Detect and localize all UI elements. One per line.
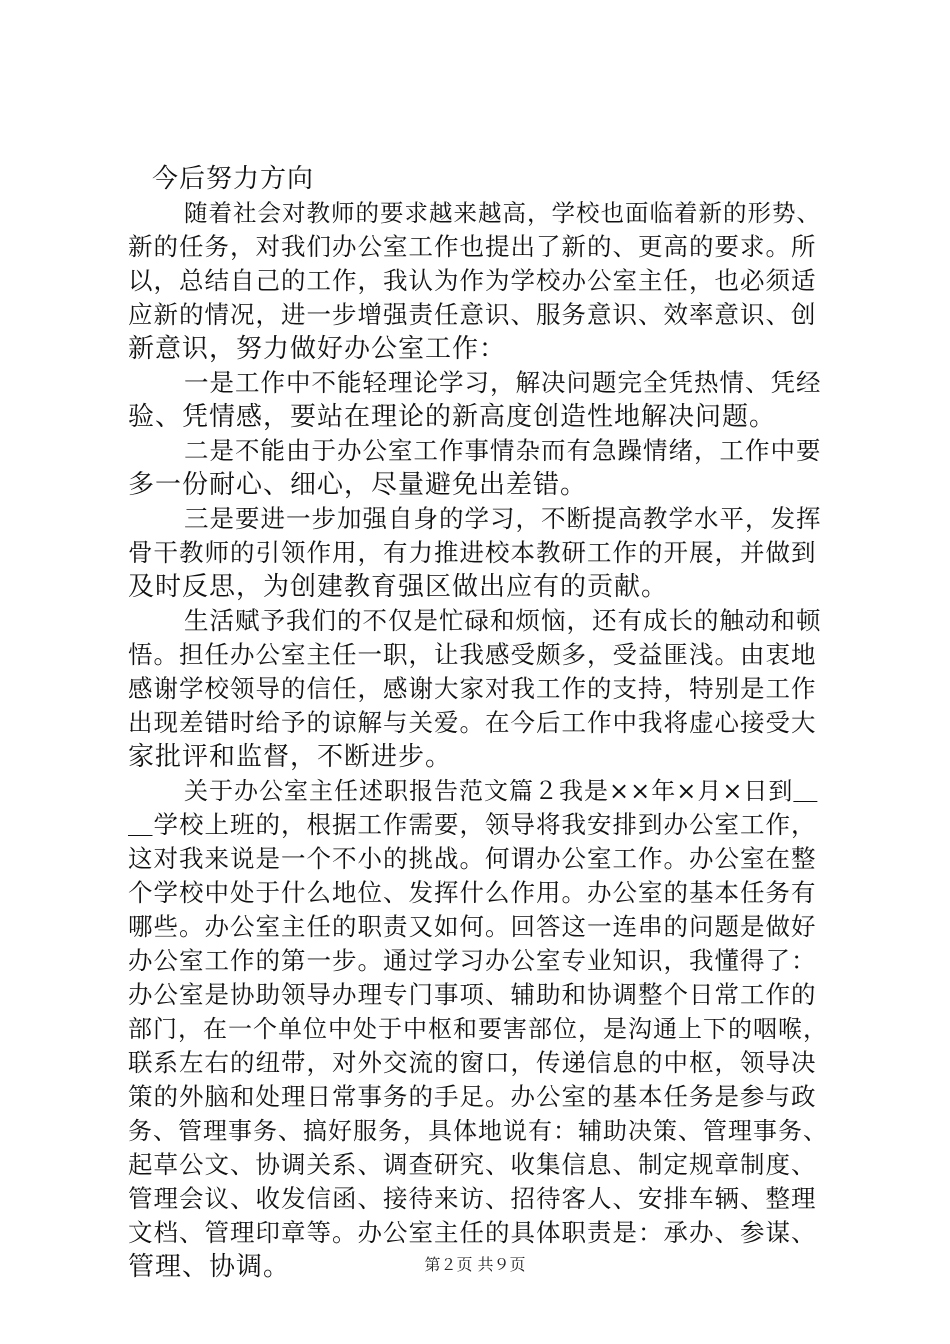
text-line: 这对我来说是一个不小的挑战。何谓办公室工作。办公室在整 xyxy=(128,844,817,873)
text-line: 骨干教师的引领作用，有力推进校本教研工作的开展，并做到 xyxy=(128,538,817,567)
text-line: 出现差错时给予的谅解与关爱。在今后工作中我将虚心接受大 xyxy=(128,708,817,737)
text-line: 验、凭情感，要站在理论的新高度创造性地解决问题。 xyxy=(128,402,777,432)
text-line: 生活赋予我们的不仅是忙碌和烦恼，还有成长的触动和顿 xyxy=(184,606,822,635)
section-heading: 今后努力方向 xyxy=(152,164,315,194)
text-line: 及时反思，为创建教育强区做出应有的贡献。 xyxy=(128,572,669,602)
text-line: 联系左右的纽带，对外交流的窗口，传递信息的中枢，领导决 xyxy=(128,1048,817,1077)
text-line: 一是工作中不能轻理论学习，解决问题完全凭热情、凭经 xyxy=(184,368,822,397)
text-line: 二是不能由于办公室工作事情杂而有急躁情绪，工作中要 xyxy=(184,436,822,465)
text-line: 悟。担任办公室主任一职，让我感受颇多，受益匪浅。由衷地 xyxy=(128,640,817,669)
text-line: 务、管理事务、搞好服务，具体地说有：辅助决策、管理事务、 xyxy=(128,1117,828,1145)
text-line: ＿学校上班的，根据工作需要，领导将我安排到办公室工作， xyxy=(128,810,817,839)
text-line: 新意识，努力做好办公室工作： xyxy=(128,334,507,364)
text-line: 管理会议、收发信函、接待来访、招待客人、安排车辆、整理 xyxy=(128,1184,817,1213)
text-line: 策的外脑和处理日常事务的手足。办公室的基本任务是参与政 xyxy=(128,1082,817,1111)
text-line: 应新的情况，进一步增强责任意识、服务意识、效率意识、创 xyxy=(128,300,817,329)
text-line: 关于办公室主任述职报告范文篇２我是××年×月×日到＿ xyxy=(184,777,819,805)
text-line: 以，总结自己的工作，我认为作为学校办公室主任，也必须适 xyxy=(128,266,817,295)
text-line: 家批评和监督，不断进步。 xyxy=(128,742,453,772)
text-line: 感谢学校领导的信任，感谢大家对我工作的支持，特别是工作 xyxy=(128,674,817,703)
text-line: 三是要进一步加强自身的学习，不断提高教学水平，发挥 xyxy=(184,504,822,533)
text-line: 新的任务，对我们办公室工作也提出了新的、更高的要求。所 xyxy=(128,232,817,261)
text-line: 个学校中处于什么地位、发挥什么作用。办公室的基本任务有 xyxy=(128,878,817,907)
text-line: 部门，在一个单位中处于中枢和要害部位，是沟通上下的咽喉， xyxy=(128,1015,828,1043)
text-line: 文档、管理印章等。办公室主任的具体职责是：承办、参谋、 xyxy=(128,1218,817,1247)
text-line: 随着社会对教师的要求越来越高，学校也面临着新的形势、 xyxy=(184,199,821,227)
page-number-footer: 第２页 共９页 xyxy=(424,1255,526,1274)
text-line: 起草公文、协调关系、调查研究、收集信息、制定规章制度、 xyxy=(128,1150,817,1179)
text-line: 办公室工作的第一步。通过学习办公室专业知识，我懂得了： xyxy=(128,946,817,975)
text-line: 多一份耐心、细心，尽量避免出差错。 xyxy=(128,470,588,500)
text-line: 办公室是协助领导办理专门事项、辅助和协调整个日常工作的 xyxy=(128,980,817,1009)
text-line: 哪些。办公室主任的职责又如何。回答这一连串的问题是做好 xyxy=(128,912,817,941)
text-line: 管理、协调。 xyxy=(128,1252,291,1282)
